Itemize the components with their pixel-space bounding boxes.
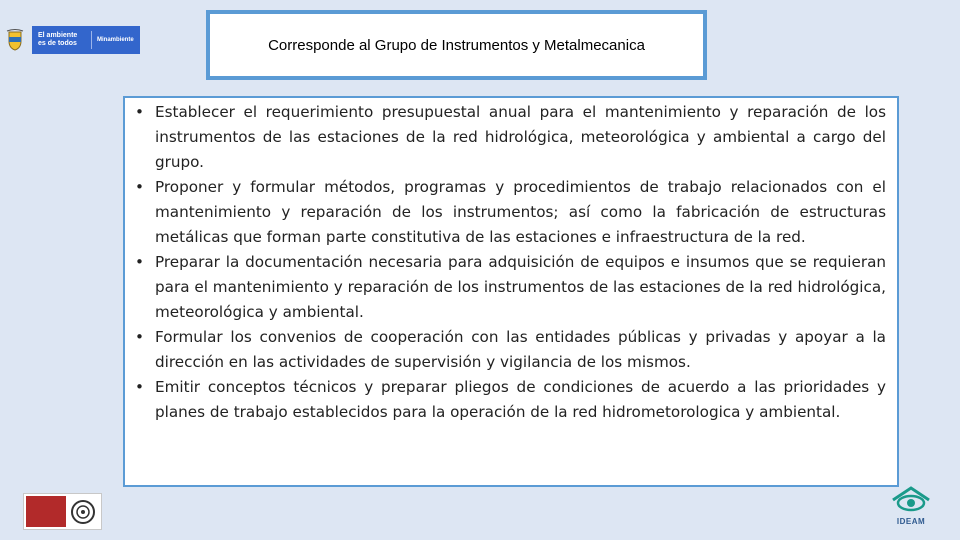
bullet-text: Establecer el requerimiento presupuestal anual para el mantenimiento y reparación de los instrumentos de las estaciones de la red hidrológica, meteorológica y ambiental a cargo del grupo. xyxy=(155,103,886,171)
ideam-eye-icon xyxy=(891,486,931,512)
page-title: Corresponde al Grupo de Instrumentos y Metalmecanica xyxy=(268,36,645,54)
gov-logo-text: El ambiente es de todos xyxy=(38,32,78,47)
bullet-item xyxy=(131,100,886,175)
bullet-text: Proponer y formular métodos, programas y procedimientos de trabajo relacionados con el mantenimiento y reparación de los instrumentos; así como la fabricación de estructuras metálicas que forman parte constitutiva de las estaciones e infraestructura de la red. xyxy=(155,178,886,246)
bullet-icon: • xyxy=(135,328,144,346)
bureau-veritas-certification-icon xyxy=(23,493,102,530)
bullet-item xyxy=(131,175,886,250)
ideam-logo xyxy=(888,486,934,526)
gov-logo-divider xyxy=(91,31,92,49)
bullet-icon: • xyxy=(135,178,144,196)
title-box xyxy=(206,10,707,80)
ideam-label: IDEAM xyxy=(896,517,926,526)
content-box xyxy=(123,96,899,487)
header-logos xyxy=(6,26,140,54)
bullet-text: Preparar la documentación necesaria para adquisición de equipos e insumos que se requieran para el mantenimiento y reparación de los instrumentos de las estaciones de la red hidrológica, meteorológica y ambiental. xyxy=(155,253,886,321)
bullet-text: Emitir conceptos técnicos y preparar pliegos de condiciones de acuerdo a las prioridades y planes de trabajo establecidos para la operación de la red hidrometorologica y ambiental. xyxy=(155,378,886,421)
gov-logo-ministry: Minambiente xyxy=(97,37,134,43)
cert-seal-icon xyxy=(70,499,96,525)
bullet-icon: • xyxy=(135,253,144,271)
bullet-text: Formular los convenios de cooperación con las entidades públicas y privadas y apoyar a la dirección en las actividades de supervisión y vigilancia de los mismos. xyxy=(155,328,886,371)
bullet-icon: • xyxy=(135,378,144,396)
bullet-icon: • xyxy=(135,103,144,121)
bullet-list xyxy=(131,100,886,425)
cert-red-block xyxy=(26,496,66,527)
bullet-item xyxy=(131,325,886,375)
colombia-coat-of-arms-icon xyxy=(6,29,24,51)
gov-logo xyxy=(32,26,140,54)
bullet-item xyxy=(131,375,886,425)
bullet-item xyxy=(131,250,886,325)
